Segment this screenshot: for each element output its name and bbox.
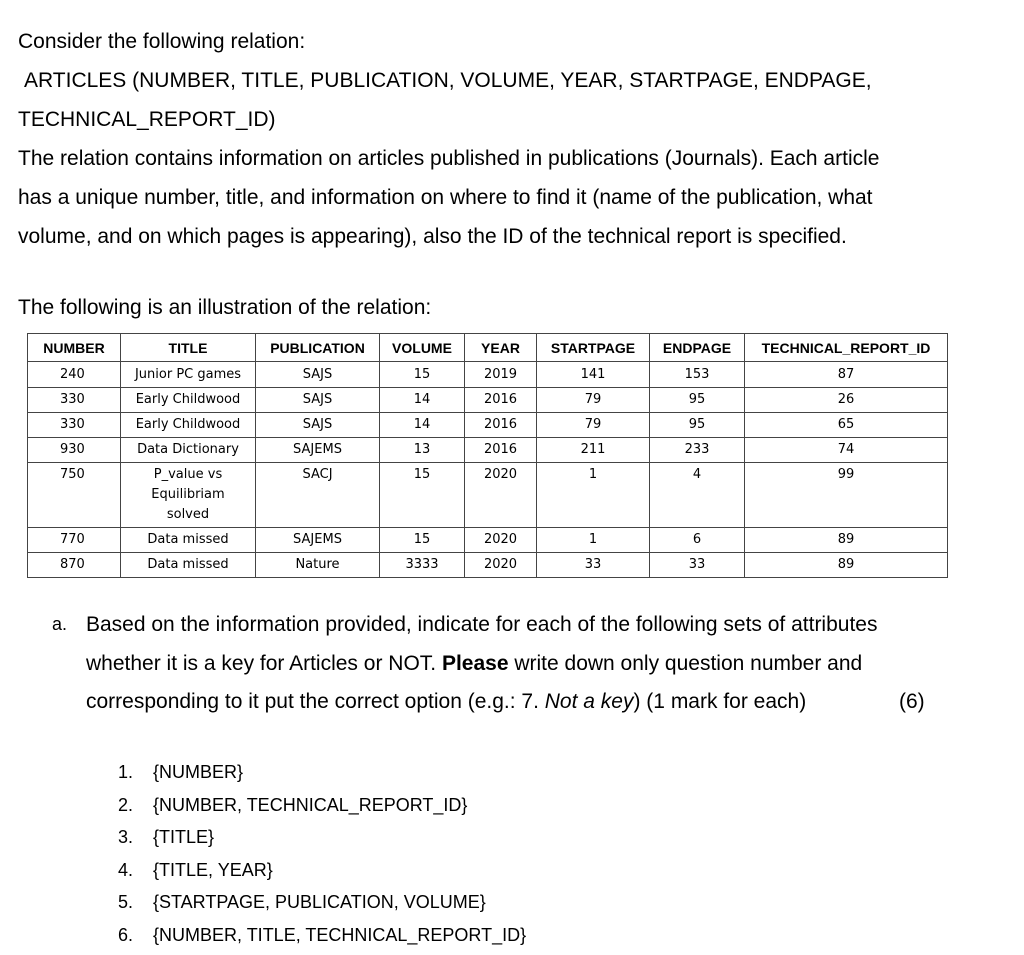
articles-table	[27, 333, 948, 578]
description-line-3: volume, and on which pages is appearing), also the ID of the technical report is specified.	[18, 225, 847, 249]
relation-schema-line-1: ARTICLES (NUMBER, TITLE, PUBLICATION, VOLUME, YEAR, STARTPAGE, ENDPAGE,	[24, 69, 872, 93]
table-cell: 2020	[465, 528, 537, 553]
table-cell: 99	[745, 463, 948, 528]
item-text: {NUMBER}	[153, 762, 243, 782]
table-cell: 3333	[380, 553, 465, 578]
table-cell: 233	[650, 438, 745, 463]
question-text: write down only question number and	[509, 652, 863, 675]
table-cell: 2019	[465, 362, 537, 388]
table-cell: Early Childwood	[121, 413, 256, 438]
table-cell: 750	[28, 463, 121, 528]
table-cell: SAJS	[256, 388, 380, 413]
table-cell: 89	[745, 553, 948, 578]
item-number: 3.	[118, 825, 153, 849]
question-line-3	[86, 690, 806, 714]
table-cell: 15	[380, 528, 465, 553]
illustration-caption: The following is an illustration of the relation:	[18, 296, 431, 320]
table-cell: 26	[745, 388, 948, 413]
list-item	[118, 890, 526, 923]
list-item	[118, 793, 526, 826]
table-cell: 15	[380, 362, 465, 388]
table-row	[28, 362, 948, 388]
table-cell: SAJEMS	[256, 528, 380, 553]
intro-line-1: Consider the following relation:	[18, 30, 305, 54]
question-text: corresponding to it put the correct option (e.g.: 7.	[86, 690, 545, 713]
question-text: whether it is a key for Articles or NOT.	[86, 652, 442, 675]
table-cell: 330	[28, 388, 121, 413]
table-cell: Early Childwood	[121, 388, 256, 413]
list-item	[118, 858, 526, 891]
relation-schema-line-2: TECHNICAL_REPORT_ID)	[18, 108, 276, 132]
item-text: {NUMBER, TECHNICAL_REPORT_ID}	[153, 795, 467, 815]
table-cell: SAJS	[256, 362, 380, 388]
table-cell: 2016	[465, 438, 537, 463]
item-number: 1.	[118, 760, 153, 784]
table-cell: SACJ	[256, 463, 380, 528]
table-row	[28, 528, 948, 553]
table-cell: P_value vs Equilibriam solved	[121, 463, 256, 528]
table-cell: 13	[380, 438, 465, 463]
table-cell: Nature	[256, 553, 380, 578]
table-cell: 153	[650, 362, 745, 388]
table-cell: 95	[650, 413, 745, 438]
table-row	[28, 438, 948, 463]
column-header: PUBLICATION	[256, 334, 380, 362]
item-number: 5.	[118, 890, 153, 914]
table-cell: 6	[650, 528, 745, 553]
description-line-2: has a unique number, title, and information on where to find it (name of the publication, what	[18, 186, 873, 210]
table-cell: 770	[28, 528, 121, 553]
list-item	[118, 923, 526, 955]
table-cell: Data missed	[121, 553, 256, 578]
question-label: a.	[52, 614, 67, 635]
table-cell: 65	[745, 413, 948, 438]
table-cell: 89	[745, 528, 948, 553]
item-text: {TITLE, YEAR}	[153, 860, 273, 880]
table-cell: SAJEMS	[256, 438, 380, 463]
item-text: {STARTPAGE, PUBLICATION, VOLUME}	[153, 892, 486, 912]
table-cell: 87	[745, 362, 948, 388]
table-row	[28, 463, 948, 528]
table-cell: 330	[28, 413, 121, 438]
question-text: ) (1 mark for each)	[633, 690, 806, 713]
table-cell: Data Dictionary	[121, 438, 256, 463]
item-number: 4.	[118, 858, 153, 882]
table-cell: 211	[537, 438, 650, 463]
column-header: ENDPAGE	[650, 334, 745, 362]
table-cell: 1	[537, 463, 650, 528]
column-header: NUMBER	[28, 334, 121, 362]
description-line-1: The relation contains information on articles published in publications (Journals). Each article	[18, 147, 879, 171]
column-header: TITLE	[121, 334, 256, 362]
column-header: VOLUME	[380, 334, 465, 362]
table-cell: Junior PC games	[121, 362, 256, 388]
emphasis-please: Please	[442, 652, 509, 675]
table-cell: 33	[650, 553, 745, 578]
table-cell: 240	[28, 362, 121, 388]
total-marks: (6)	[899, 690, 925, 714]
list-item	[118, 825, 526, 858]
table-cell: 95	[650, 388, 745, 413]
column-header: TECHNICAL_REPORT_ID	[745, 334, 948, 362]
question-line-1: Based on the information provided, indicate for each of the following sets of attributes	[86, 613, 877, 637]
table-cell: 930	[28, 438, 121, 463]
table-cell: 2020	[465, 463, 537, 528]
table-cell: 79	[537, 413, 650, 438]
column-header: YEAR	[465, 334, 537, 362]
table-cell: 1	[537, 528, 650, 553]
table-cell: 33	[537, 553, 650, 578]
table-cell: 4	[650, 463, 745, 528]
table-cell: 79	[537, 388, 650, 413]
table-cell: 2016	[465, 413, 537, 438]
table-row	[28, 553, 948, 578]
table-cell: Data missed	[121, 528, 256, 553]
question-line-2	[86, 652, 862, 676]
item-text: {NUMBER, TITLE, TECHNICAL_REPORT_ID}	[153, 925, 526, 945]
column-header: STARTPAGE	[537, 334, 650, 362]
list-item	[118, 760, 526, 793]
attribute-set-list	[118, 760, 526, 955]
table-cell: 870	[28, 553, 121, 578]
table-row	[28, 388, 948, 413]
item-number: 2.	[118, 793, 153, 817]
table-cell: 141	[537, 362, 650, 388]
item-text: {TITLE}	[153, 827, 214, 847]
table-cell: 14	[380, 388, 465, 413]
example-option: Not a key	[545, 690, 634, 713]
table-cell: 14	[380, 413, 465, 438]
table-cell: 74	[745, 438, 948, 463]
table-cell: SAJS	[256, 413, 380, 438]
table-row	[28, 413, 948, 438]
table-cell: 2020	[465, 553, 537, 578]
table-cell: 15	[380, 463, 465, 528]
table-header-row	[28, 334, 948, 362]
table-cell: 2016	[465, 388, 537, 413]
item-number: 6.	[118, 923, 153, 947]
